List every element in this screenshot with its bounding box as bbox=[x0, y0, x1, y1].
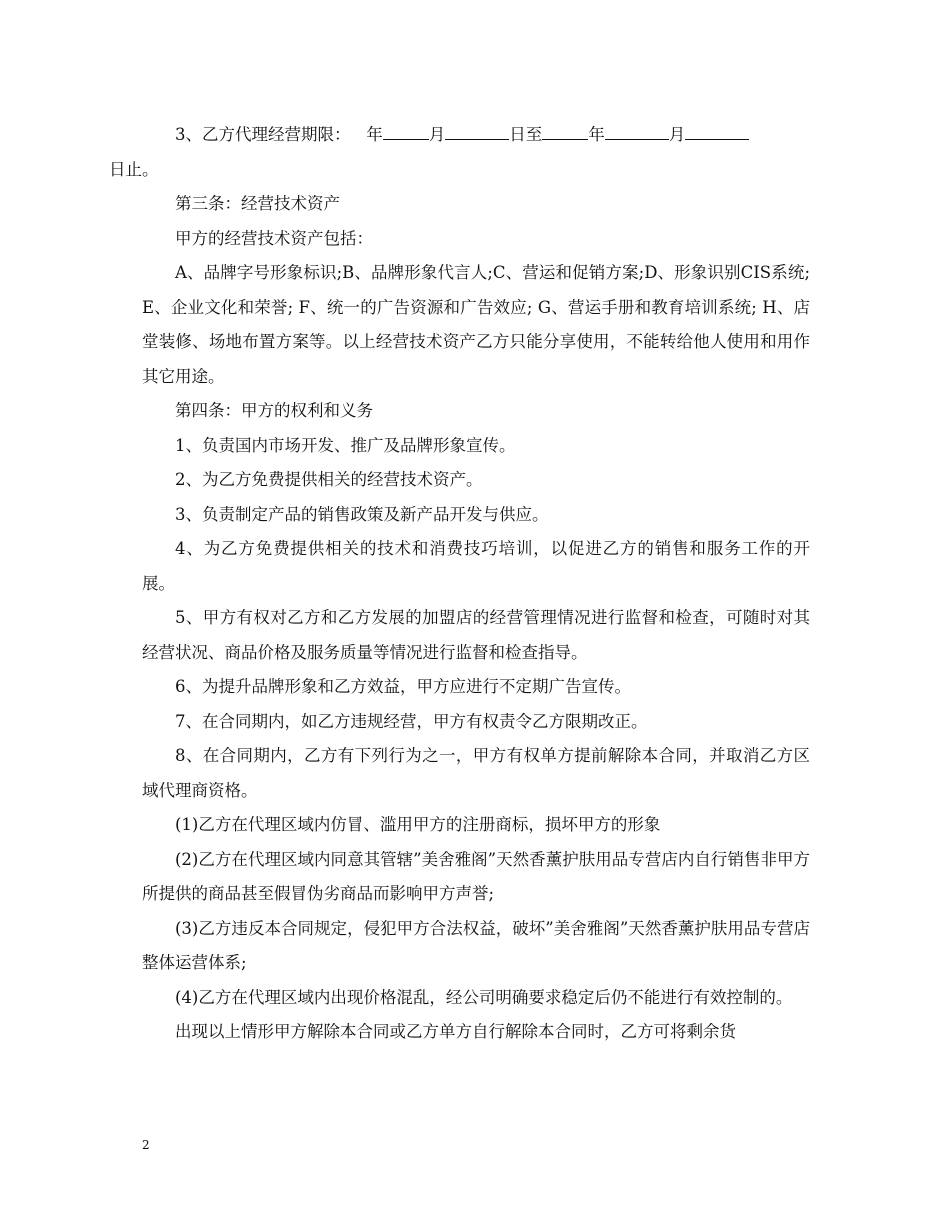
list-item: 4、为乙方免费提供相关的技术和消费技巧培训，以促进乙方的销售和服务工作的开展。 bbox=[142, 539, 810, 593]
document-body bbox=[109, 118, 810, 1050]
list-item: 7、在合同期内，如乙方违规经营，甲方有权责令乙方限期改正。 bbox=[175, 711, 648, 731]
paragraph: A、品牌字号形象标识;B、品牌形象代言人;C、营运和促销方案;D、形象识别CIS系统;E、企业文化和荣誉; F、统一的广告资源和广告效应; G、营运手册和教育培训系统; H、店堂装修、场地布置方案等。以上经营技术资产乙方只能分享使用，不能转给他人使用和用作其它用途。 bbox=[142, 263, 810, 386]
term-month-start: 月 bbox=[428, 125, 446, 144]
paragraph: 出现以上情形甲方解除本合同或乙方单方自行解除本合同时，乙方可将剩余货 bbox=[175, 1022, 736, 1041]
paragraph: 甲方的经营技术资产包括： bbox=[175, 228, 373, 248]
term-paragraph bbox=[109, 118, 810, 187]
sub-item: (3)乙方违反本合同规定，侵犯甲方合法权益，破坏”美舍雅阁”天然香薰护肤用品专营店整体运营体系; bbox=[142, 918, 810, 972]
list-item: 6、为提升品牌形象和乙方效益，甲方应进行不定期广告宣传。 bbox=[175, 677, 631, 696]
term-year-start: 年 bbox=[366, 125, 383, 144]
blank-line bbox=[542, 121, 588, 140]
list-item: 1、负责国内市场开发、推广及品牌形象宣传。 bbox=[175, 435, 516, 455]
term-month-end: 月 bbox=[668, 125, 686, 144]
blank-line bbox=[605, 121, 669, 140]
term-day-to: 日至 bbox=[509, 125, 543, 144]
list-item: 3、负责制定产品的销售政策及新产品开发与供应。 bbox=[175, 504, 549, 524]
list-item: 2、为乙方免费提供相关的经营技术资产。 bbox=[175, 470, 483, 489]
term-year-end: 年 bbox=[588, 125, 605, 144]
blank-line bbox=[445, 121, 509, 140]
section-heading: 第四条：甲方的权利和义务 bbox=[175, 401, 373, 420]
section-heading: 第三条：经营技术资产 bbox=[175, 194, 340, 213]
list-item: 5、甲方有权对乙方和乙方发展的加盟店的经营管理情况进行监督和检查，可随时对其经营状况、商品价格及服务质量等情况进行监督和检查指导。 bbox=[142, 608, 810, 662]
list-item: 8、在合同期内，乙方有下列行为之一，甲方有权单方提前解除本合同，并取消乙方区域代理商资格。 bbox=[142, 746, 810, 800]
blank-line bbox=[383, 121, 429, 140]
blank-line bbox=[685, 121, 749, 140]
page-number: 2 bbox=[142, 1138, 150, 1152]
sub-item: (4)乙方在代理区域内出现价格混乱，经公司明确要求稳定后仍不能进行有效控制的。 bbox=[175, 987, 793, 1007]
sub-item: (2)乙方在代理区域内同意其管辖”美舍雅阁”天然香薰护肤用品专营店内自行销售非甲方所提供的商品甚至假冒伪劣商品而影响甲方声誉; bbox=[142, 849, 810, 903]
term-prefix: 3、乙方代理经营期限： bbox=[175, 125, 351, 144]
sub-item: (1)乙方在代理区域内仿冒、滥用甲方的注册商标，损坏甲方的形象 bbox=[175, 815, 661, 834]
term-suffix: 日止。 bbox=[109, 159, 159, 179]
